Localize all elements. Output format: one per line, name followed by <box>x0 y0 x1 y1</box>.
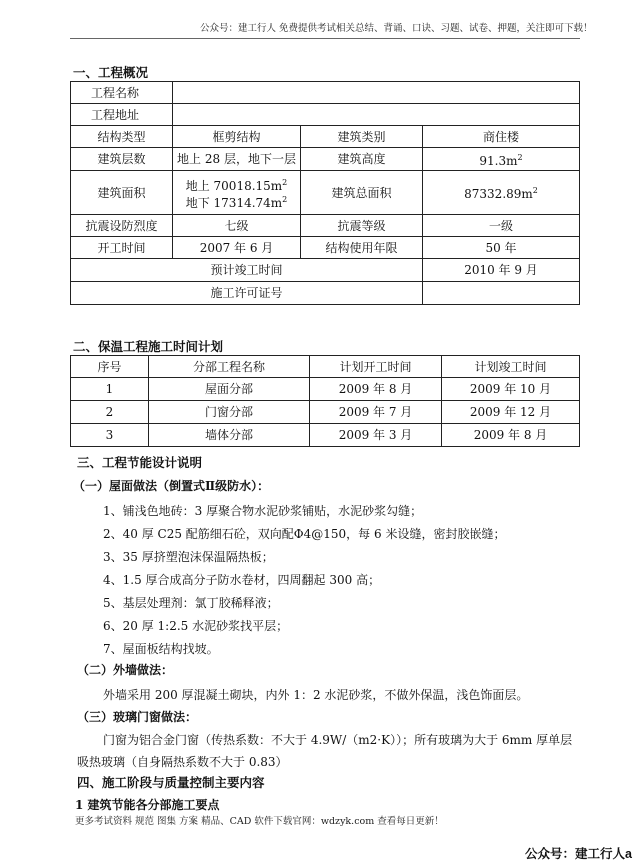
table-cell: 2009 年 3 月 <box>310 424 442 447</box>
cell-label: 建筑类别 <box>301 126 423 148</box>
cell-value <box>173 104 580 126</box>
roof-item: 1、铺浅色地砖：3 厚聚合物水泥砂浆铺贴，水泥砂浆勾缝； <box>103 504 423 518</box>
section-4-title: 四、施工阶段与质量控制主要内容 <box>77 775 265 790</box>
table-row <box>71 424 580 447</box>
table-cell: 门窗分部 <box>149 401 310 424</box>
area-below: 地下 17314.74m <box>185 195 283 210</box>
cell-label: 预计竣工时间 <box>71 259 423 282</box>
roof-item: 6、20 厚 1:2.5 水泥砂浆找平层； <box>103 619 289 633</box>
roof-item: 3、35 厚挤塑泡沫保温隔热板； <box>103 550 274 564</box>
table-cell: 2009 年 8 月 <box>310 378 442 401</box>
section-3-title: 三、工程节能设计说明 <box>77 455 203 470</box>
watermark-corner: 公众号：建工行人a <box>525 847 632 861</box>
cell-label: 工程地址 <box>71 104 173 126</box>
cell-label: 工程名称 <box>71 82 173 104</box>
table-cell: 2009 年 8 月 <box>442 424 580 447</box>
cell-value: 七级 <box>173 215 301 237</box>
glass-method-title: （三）玻璃门窗做法： <box>77 710 198 724</box>
table-header: 分部工程名称 <box>149 356 310 378</box>
cell-value <box>423 282 580 305</box>
section-4-sub-1: 1 建筑节能各分部施工要点 <box>75 798 220 812</box>
total-area-value: 87332.89m <box>464 187 533 201</box>
table-cell: 3 <box>71 424 149 447</box>
table-header: 计划开工时间 <box>310 356 442 378</box>
cell-label: 抗震等级 <box>301 215 423 237</box>
header-divider <box>70 38 580 39</box>
table-cell: 2009 年 10 月 <box>442 378 580 401</box>
section-2-title: 二、保温工程施工时间计划 <box>73 339 224 354</box>
roof-method-title: （一）屋面做法（倒置式Ⅱ级防水）： <box>73 479 270 493</box>
table-cell: 屋面分部 <box>149 378 310 401</box>
table-header: 序号 <box>71 356 149 378</box>
cell-value: 50 年 <box>423 237 580 259</box>
cell-value: 2010 年 9 月 <box>423 259 580 282</box>
cell-label: 抗震设防烈度 <box>71 215 173 237</box>
table-cell: 墙体分部 <box>149 424 310 447</box>
wall-method-text: 外墙采用 200 厚混凝土砌块，内外 1：2 水泥砂浆，不做外保温，浅色饰面层。 <box>103 688 529 702</box>
cell-label: 结构使用年限 <box>301 237 423 259</box>
cell-label: 建筑总面积 <box>301 171 423 215</box>
glass-method-text-line2: 吸热玻璃（自身隔热系数不大于 0.83） <box>77 755 288 769</box>
table-cell: 2009 年 12 月 <box>442 401 580 424</box>
project-overview-table <box>70 81 580 305</box>
glass-method-text-line1: 门窗为铝合金门窗（传热系数：不大于 4.9W/（m2·K））；所有玻璃为大于 6mm 厚单层 <box>103 733 573 747</box>
table-cell: 1 <box>71 378 149 401</box>
section-1-title: 一、工程概况 <box>73 65 149 80</box>
roof-item: 4、1.5 厚合成高分子防水卷材，四周翻起 300 高； <box>103 573 381 587</box>
table-row <box>71 401 580 424</box>
cell-label: 建筑高度 <box>301 148 423 171</box>
table-cell: 2009 年 7 月 <box>310 401 442 424</box>
table-header: 计划竣工时间 <box>442 356 580 378</box>
cell-label: 施工许可证号 <box>71 282 423 305</box>
footer-note: 更多考试资料 规范 图集 方案 精品、CAD 软件下载官网：wdzyk.com 查看每日更新！ <box>75 816 444 827</box>
superscript-2: 2 <box>282 194 288 204</box>
cell-value <box>173 171 301 215</box>
cell-value <box>423 148 580 171</box>
cell-label: 建筑面积 <box>71 171 173 215</box>
page-header-note: 公众号：建工行人 免费提供考试相关总结、背诵、口诀、习题、试卷、押题，关注即可下载！ <box>200 23 593 34</box>
roof-item: 2、40 厚 C25 配筋细石砼，双向配Φ4@150，每 6 米设缝，密封胶嵌缝； <box>103 527 506 541</box>
cell-value: 商住楼 <box>423 126 580 148</box>
cell-value: 2007 年 6 月 <box>173 237 301 259</box>
area-above: 地上 70018.15m <box>185 178 283 193</box>
table-header-row <box>71 356 580 378</box>
roof-item: 7、屋面板结构找坡。 <box>103 642 219 656</box>
cell-value <box>423 171 580 215</box>
cell-label: 开工时间 <box>71 237 173 259</box>
superscript-2: 2 <box>532 186 538 195</box>
roof-item: 5、基层处理剂：氯丁胶稀释液； <box>103 596 279 610</box>
cell-label: 建筑层数 <box>71 148 173 171</box>
superscript-2: 2 <box>517 152 523 162</box>
height-value: 91.3m <box>479 153 518 168</box>
schedule-table <box>70 355 580 447</box>
cell-value: 地上 28 层，地下一层 <box>173 148 301 171</box>
wall-method-title: （二）外墙做法： <box>77 663 174 677</box>
table-row <box>71 378 580 401</box>
cell-label: 结构类型 <box>71 126 173 148</box>
cell-value: 一级 <box>423 215 580 237</box>
cell-value: 框剪结构 <box>173 126 301 148</box>
table-cell: 2 <box>71 401 149 424</box>
cell-value <box>173 82 580 104</box>
superscript-2: 2 <box>282 177 288 187</box>
